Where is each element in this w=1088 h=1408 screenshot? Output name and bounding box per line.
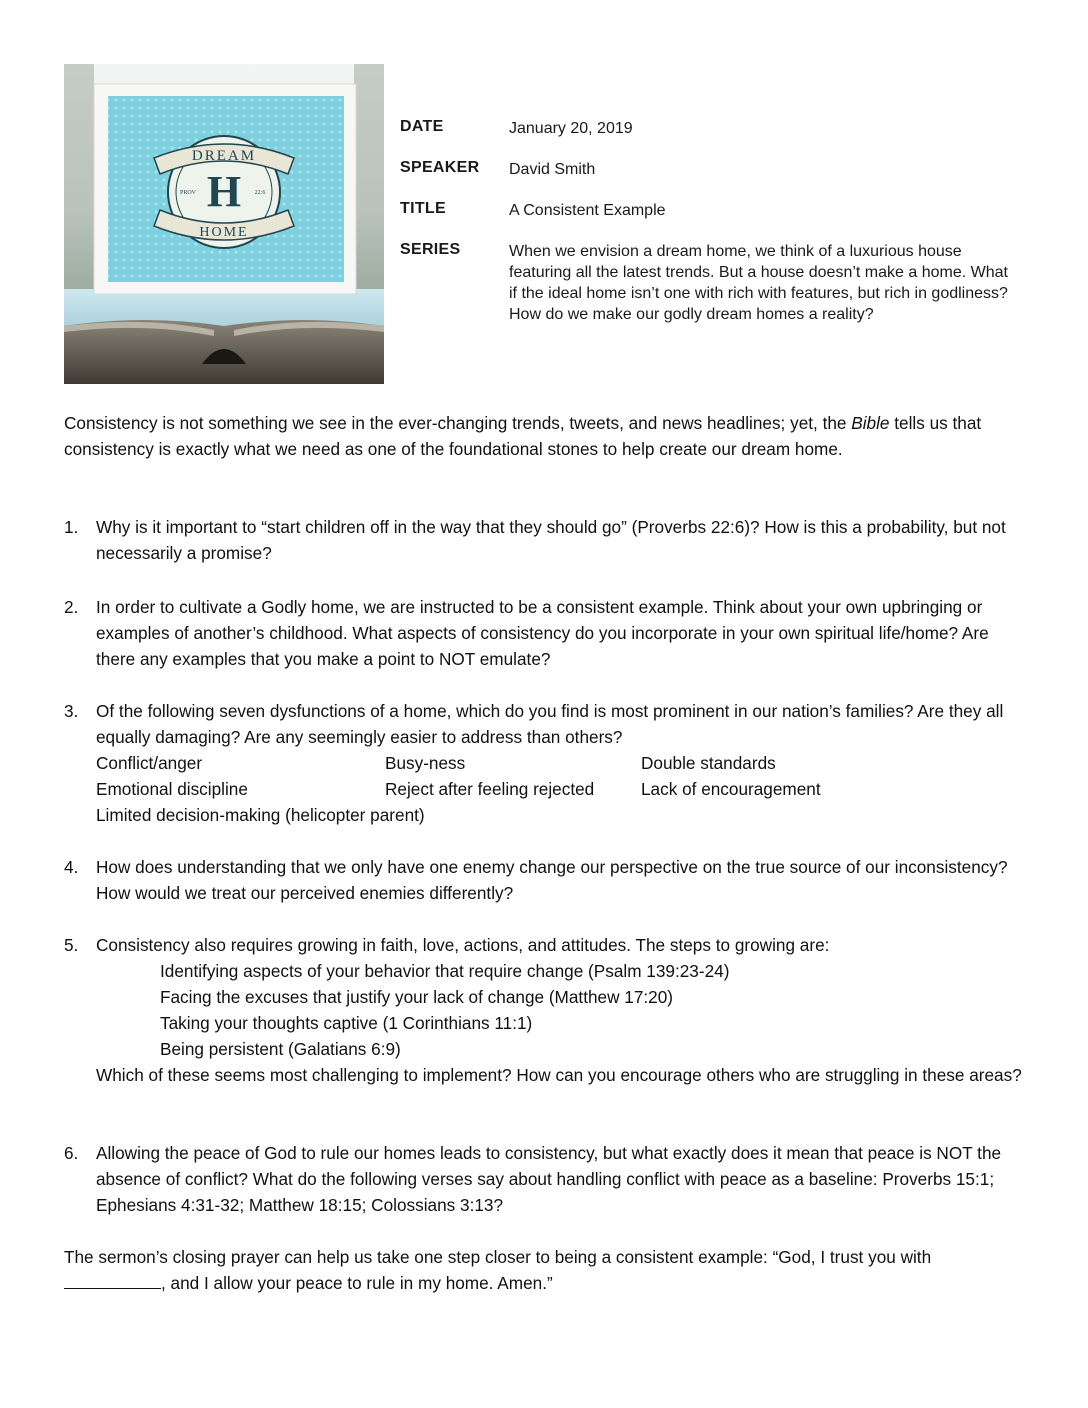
closing-paragraph	[64, 1244, 1024, 1296]
badge-letter-text: H	[206, 167, 242, 216]
question-text: Why is it important to “start children off in the way that they should go” (Proverbs 22:6)? How is this a probability, but not necessarily a promise?	[96, 517, 1006, 563]
list-item: Lack of encouragement	[641, 779, 821, 799]
closing-text-2: , and I allow your peace to rule in my home. Amen.”	[161, 1273, 553, 1293]
question-number: 5.	[64, 935, 79, 955]
badge-home-text: HOME	[199, 225, 249, 240]
meta-speaker-row	[400, 159, 1020, 180]
question-number: 3.	[64, 701, 79, 721]
intro-text-1: Consistency is not something we see in the ever-changing trends, tweets, and news headlines; yet, the	[64, 413, 852, 433]
meta-date-row	[400, 118, 1020, 139]
badge-prov-text: PROV	[179, 190, 197, 196]
sermon-meta	[400, 118, 1020, 345]
speaker-value: David Smith	[509, 161, 596, 178]
question-text: Allowing the peace of God to rule our homes leads to consistency, but what exactly does it mean that peace is NOT the absence of conflict? What do the following verses say about handling conflict with peace as a baseline: Proverbs 15:1; Ephesians 4:31-32; Matthew 18:15; Colossians 3:13?	[96, 1143, 1002, 1215]
sermon-series-image	[64, 64, 384, 384]
question-number: 2.	[64, 597, 79, 617]
question-3	[64, 698, 1026, 828]
question-text: Of the following seven dysfunctions of a home, which do you find is most prominent in our nation’s families? Are they all equally damaging? Are any seemingly easier to address than others?	[96, 701, 1004, 747]
list-item: Conflict/anger	[96, 753, 203, 773]
list-item: Emotional discipline	[96, 779, 248, 799]
list-item: Facing the excuses that justify your lack of change (Matthew 17:20)	[160, 987, 674, 1007]
question-number: 1.	[64, 517, 79, 537]
question-6	[64, 1140, 1026, 1218]
question-text: How does understanding that we only have one enemy change our perspective on the true source of our inconsistency? How would we treat our perceived enemies differently?	[96, 857, 1008, 903]
badge-dream-text: DREAM	[191, 148, 257, 164]
question-followup: Which of these seems most challenging to implement? How can you encourage others who are struggling in these areas?	[96, 1065, 1022, 1085]
question-text: Consistency also requires growing in faith, love, actions, and attitudes. The steps to growing are:	[96, 935, 830, 955]
series-value: When we envision a dream home, we think of a luxurious house featuring all the latest trends. But a house doesn’t make a home. What if the ideal home isn’t one with rich with features, but rich in godliness? How do we make our godly dream homes a reality?	[509, 243, 1008, 323]
question-1	[64, 514, 1026, 566]
badge-verse-text: 22:6	[254, 190, 266, 196]
intro-text-2: tells us that consistency is exactly what we need as one of the foundational stones to help create our dream home.	[64, 413, 982, 459]
speaker-label: SPEAKER	[400, 159, 480, 176]
meta-title-row	[400, 200, 1020, 221]
growth-steps	[160, 958, 1026, 1062]
dysfunction-list	[96, 750, 1026, 802]
date-value: January 20, 2019	[509, 120, 633, 137]
meta-series-row	[400, 241, 1020, 325]
list-item: Double standards	[641, 753, 776, 773]
date-label: DATE	[400, 118, 444, 135]
title-label: TITLE	[400, 200, 446, 217]
closing-text-1: The sermon’s closing prayer can help us take one step closer to being a consistent example: “God, I trust you with	[64, 1247, 932, 1267]
question-number: 4.	[64, 857, 79, 877]
list-item: Identifying aspects of your behavior that require change (Psalm 139:23-24)	[160, 961, 730, 981]
question-5	[64, 932, 1026, 1088]
list-item: Taking your thoughts captive (1 Corinthians 11:1)	[160, 1013, 533, 1033]
question-2	[64, 594, 1026, 672]
intro-bible-italic: Bible	[851, 413, 890, 433]
intro-paragraph	[64, 410, 1024, 462]
question-4	[64, 854, 1026, 906]
list-item: Reject after feeling rejected	[385, 779, 595, 799]
title-value: A Consistent Example	[509, 202, 666, 219]
fill-in-blank	[64, 1272, 161, 1289]
list-item: Limited decision-making (helicopter parent)	[96, 805, 425, 825]
question-text: In order to cultivate a Godly home, we are instructed to be a consistent example. Think about your own upbringing or examples of another’s childhood. What aspects of consistency do you incorporate in your own spiritual life/home? Are there any examples that you make a point to NOT emulate?	[96, 597, 989, 669]
list-item: Busy-ness	[385, 753, 466, 773]
list-item: Being persistent (Galatians 6:9)	[160, 1039, 401, 1059]
series-label: SERIES	[400, 241, 461, 258]
question-number: 6.	[64, 1143, 79, 1163]
